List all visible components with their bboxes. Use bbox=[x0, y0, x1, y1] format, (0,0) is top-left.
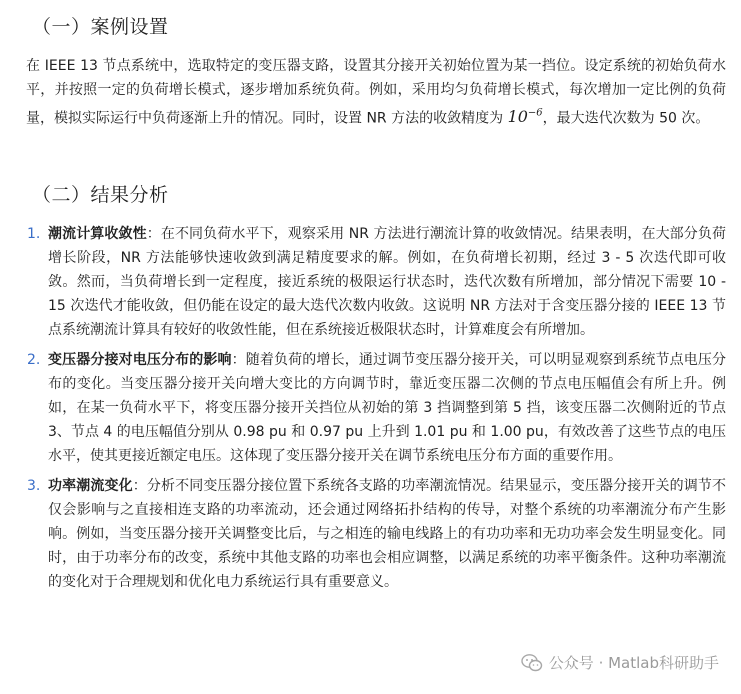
list-item-number: 1. bbox=[27, 226, 41, 242]
results-list bbox=[0, 222, 741, 600]
list-item bbox=[0, 348, 741, 468]
section-heading-results: （二）结果分析 bbox=[32, 184, 169, 206]
list-item-number: 2. bbox=[27, 352, 41, 368]
list-item-title: 功率潮流变化 bbox=[48, 478, 133, 494]
case-setup-text-end: ，最大迭代次数为 50 次。 bbox=[542, 110, 710, 127]
list-item-text: ：随着负荷的增长，通过调节变压器分接开关，可以明显观察到系统节点电压分布的变化。当变压器分接开关向增大变比的方向调节时，靠近变压器二次侧的节点电压幅值会有所上升。例如，在某一负荷水平下，将变压器分接开关挡位从初始的第 3 挡调整到第 5 挡，该变压器二次侧附近的节点 3、节点 4 的电压幅值分别从 0.98 pu 和 0.97 pu 上升到 1.01 pu 和 1.00 pu，有效改善了这些节点的电压水平，使其更接近额定电压。这体现了变压器分接开关在调节系统电压分布方面的重要作用。 bbox=[48, 352, 727, 464]
watermark-text: 公众号 · Matlab科研助手 bbox=[548, 654, 719, 672]
list-item-body bbox=[48, 474, 726, 594]
list-item-number: 3. bbox=[27, 478, 41, 494]
list-item-body bbox=[48, 222, 726, 342]
list-item-text: ：在不同负荷水平下，观察采用 NR 方法进行潮流计算的收敛情况。结果表明，在大部分负荷增长阶段，NR 方法能够快速收敛到满足精度要求的解。例如，在负荷增长初期，经过 3 - 5 次迭代即可收敛。然而，当负荷增长到一定程度，接近系统的极限运行状态时，迭代次数有所增加，部分情况下需要 10 - 15 次迭代才能收敛，但仍能在设定的最大迭代次数内收敛。这说明 NR 方法对于含变压器分接的 IEEE 13 节点系统潮流计算具有较好的收敛性能，但在系统接近极限状态时，计算难度会有所增加。 bbox=[48, 226, 726, 338]
formula-base: 10 bbox=[507, 107, 528, 127]
watermark bbox=[521, 652, 719, 673]
case-setup-paragraph bbox=[26, 55, 726, 131]
list-item bbox=[0, 474, 741, 594]
section-heading-case-setup: （一）案例设置 bbox=[32, 16, 169, 38]
list-item bbox=[0, 222, 741, 342]
wechat-icon bbox=[521, 653, 543, 673]
list-item-title: 变压器分接对电压分布的影响 bbox=[48, 352, 232, 368]
list-item-title: 潮流计算收敛性 bbox=[48, 226, 147, 242]
formula-exponent: −6 bbox=[527, 108, 543, 119]
convergence-precision-formula bbox=[508, 107, 543, 126]
case-setup-text: 在 IEEE 13 节点系统中，选取特定的变压器支路，设置其分接开关初始位置为某一挡位。设定系统的初始负荷水平，并按照一定的负荷增长模式，逐步增加系统负荷。例如，采用均匀负荷增长模式，每次增加一定比例的负荷量，模拟实际运行中负荷逐渐上升的情况。同时，设置 NR 方法的收敛精度为 bbox=[26, 58, 726, 127]
list-item-body bbox=[48, 348, 726, 468]
list-item-text: ：分析不同变压器分接位置下系统各支路的功率潮流情况。结果显示，变压器分接开关的调节不仅会影响与之直接相连支路的功率流动，还会通过网络拓扑结构的传导，对整个系统的功率潮流分布产生影响。例如，当变压器分接开关调整变比后，与之相连的输电线路上的有功功率和无功功率会发生明显变化。同时，由于功率分布的改变，系统中其他支路的功率也会相应调整，以满足系统的功率平衡条件。这种功率潮流的变化对于合理规划和优化电力系统运行具有重要意义。 bbox=[48, 478, 726, 590]
